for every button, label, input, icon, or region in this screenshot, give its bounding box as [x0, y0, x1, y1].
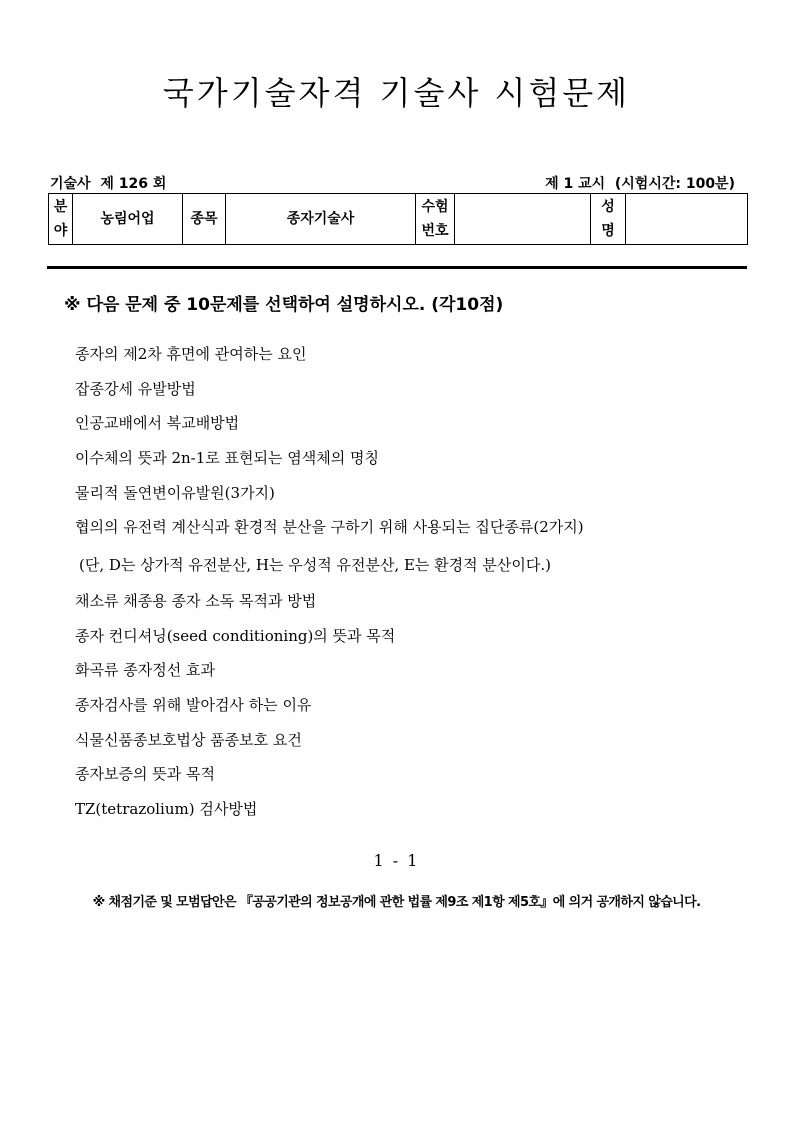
name-label: 성명 [591, 194, 626, 245]
exam-number-label: 수험번호 [416, 194, 455, 245]
field-label: 분야 [49, 194, 73, 245]
exam-number-field[interactable] [455, 194, 591, 245]
exam-session: 기술사 제 126 회 [50, 176, 167, 192]
field-value: 농림어업 [73, 194, 183, 245]
type-label: 종목 [183, 194, 226, 245]
page-number: 1 - 1 [373, 851, 420, 870]
instruction-text: ※ 다음 문제 중 10문제를 선택하여 설명하시오. (각10점) [64, 295, 504, 315]
name-field[interactable] [626, 194, 748, 245]
divider-rule [47, 266, 747, 269]
exam-title: 국가기술자격 기술사 시험문제 [162, 74, 631, 112]
exam-period: 제 1 교시 (시험시간: 100분) [545, 176, 735, 192]
question-6-note: (단, D는 상가적 유전분산, H는 우성적 유전분산, E는 환경적 분산이다.) [79, 556, 551, 574]
type-value: 종자기술사 [226, 194, 416, 245]
footer-notice: ※ 채점기준 및 모범답안은 『공공기관의 정보공개에 관한 법률 제9조 제1항 제5호』에 의거 공개하지 않습니다. [92, 895, 701, 910]
info-table [48, 193, 748, 245]
